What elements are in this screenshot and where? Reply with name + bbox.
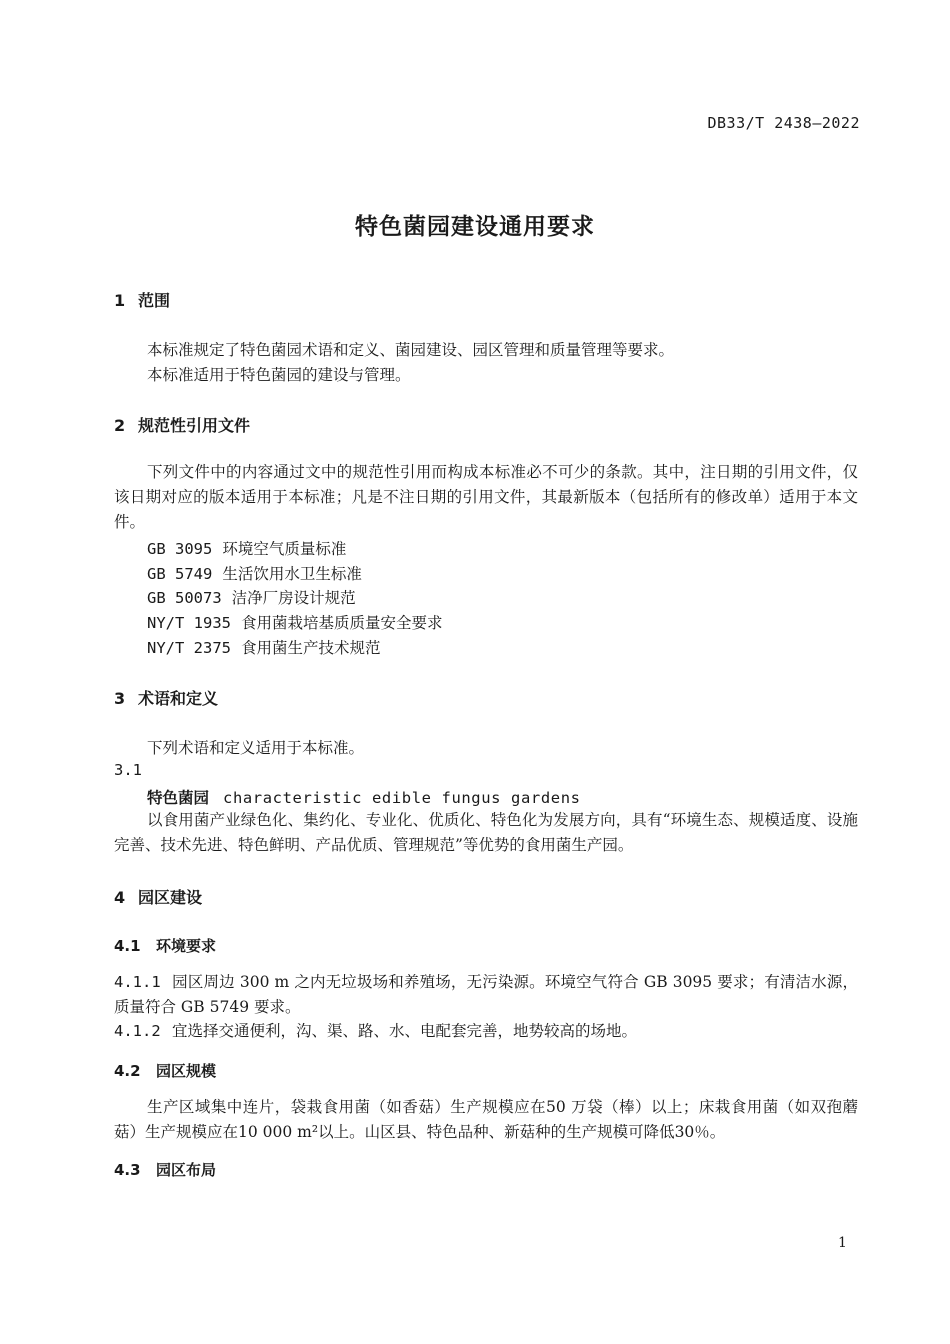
- section-title: 园区布局: [156, 1161, 217, 1179]
- reference-name: 生活饮用水卫生标准: [222, 565, 362, 583]
- reference-item: [147, 636, 381, 658]
- section-4-1-heading: [114, 935, 216, 956]
- reference-code: GB 3095: [147, 540, 213, 558]
- section-number: 3: [114, 689, 126, 708]
- reference-name: 食用菌栽培基质质量安全要求: [241, 614, 443, 632]
- clause-4-1-1: [114, 970, 858, 1020]
- reference-name: 食用菌生产技术规范: [241, 639, 381, 657]
- page-title: 特色菌园建设通用要求: [355, 214, 595, 240]
- section-title: 园区规模: [156, 1062, 217, 1080]
- reference-code: GB 50073: [147, 589, 222, 607]
- clause-text: 宜选择交通便利，沟、渠、路、水、电配套完善，地势较高的场地。: [172, 1022, 638, 1040]
- section-1-paragraph-1: 本标准规定了特色菌园术语和定义、菌园建设、园区管理和质量管理等要求。: [147, 341, 675, 359]
- term-definition: 以食用菌产业绿色化、集约化、专业化、优质化、特色化为发展方向，具有“环境生态、规模适度、设施完善、技术先进、特色鲜明、产品优质、管理规范”等优势的食用菌生产园。: [114, 811, 858, 854]
- section-title: 术语和定义: [138, 689, 219, 708]
- clause-text: 园区周边 300 m 之内无垃圾场和养殖场，无污染源。环境空气符合 GB 3095 要求；有清洁水源，质量符合 GB 5749 要求。: [114, 973, 858, 1016]
- clause-number: 4.1.2: [114, 1022, 161, 1040]
- section-4-heading: [114, 885, 202, 908]
- section-number: 1: [114, 291, 126, 310]
- section-number: 4: [114, 888, 126, 907]
- reference-item: [147, 537, 346, 559]
- reference-name: 洁净厂房设计规范: [231, 589, 356, 607]
- section-2-heading: [114, 413, 250, 436]
- section-title: 规范性引用文件: [138, 416, 251, 435]
- document-code: DB33/T 2438—2022: [707, 114, 860, 132]
- section-title: 范围: [138, 291, 171, 310]
- term-chinese: 特色菌园: [147, 789, 210, 807]
- reference-code: NY/T 2375: [147, 639, 231, 657]
- section-1-heading: [114, 288, 170, 311]
- reference-item: [147, 562, 362, 584]
- reference-code: GB 5749: [147, 565, 213, 583]
- section-title: 园区建设: [138, 888, 203, 907]
- section-4-3-heading: [114, 1159, 216, 1180]
- section-number: 4.1: [114, 937, 141, 955]
- section-number: 4.2: [114, 1062, 141, 1080]
- section-4-2-heading: [114, 1060, 216, 1081]
- clause-number: 4.1.1: [114, 973, 161, 991]
- section-number: 2: [114, 416, 126, 435]
- section-4-2-paragraph: 生产区域集中连片，袋栽食用菌（如香菇）生产规模应在50 万袋（棒）以上；床栽食用菌（如双孢蘑菇）生产规模应在10 000 m²以上。山区县、特色品种、新菇种的生产规模可降低30％。: [114, 1098, 858, 1141]
- clause-4-1-2: [114, 1019, 858, 1044]
- term-entry: [147, 786, 581, 808]
- reference-code: NY/T 1935: [147, 614, 231, 632]
- page-number: 1: [838, 1235, 847, 1251]
- term-english: characteristic edible fungus gardens: [223, 789, 581, 807]
- term-number: 3.1: [114, 761, 142, 779]
- reference-name: 环境空气质量标准: [222, 540, 347, 558]
- section-title: 环境要求: [156, 937, 217, 955]
- section-1-paragraph-2: 本标准适用于特色菌园的建设与管理。: [147, 366, 411, 384]
- section-2-intro: 下列文件中的内容通过文中的规范性引用而构成本标准必不可少的条款。其中，注日期的引用文件，仅该日期对应的版本适用于本标准；凡是不注日期的引用文件，其最新版本（包括所有的修改单）适用于本文件。: [114, 463, 858, 531]
- section-3-heading: [114, 686, 218, 709]
- section-3-intro: 下列术语和定义适用于本标准。: [147, 739, 365, 757]
- section-number: 4.3: [114, 1161, 141, 1179]
- reference-item: [147, 586, 356, 608]
- reference-item: [147, 611, 443, 633]
